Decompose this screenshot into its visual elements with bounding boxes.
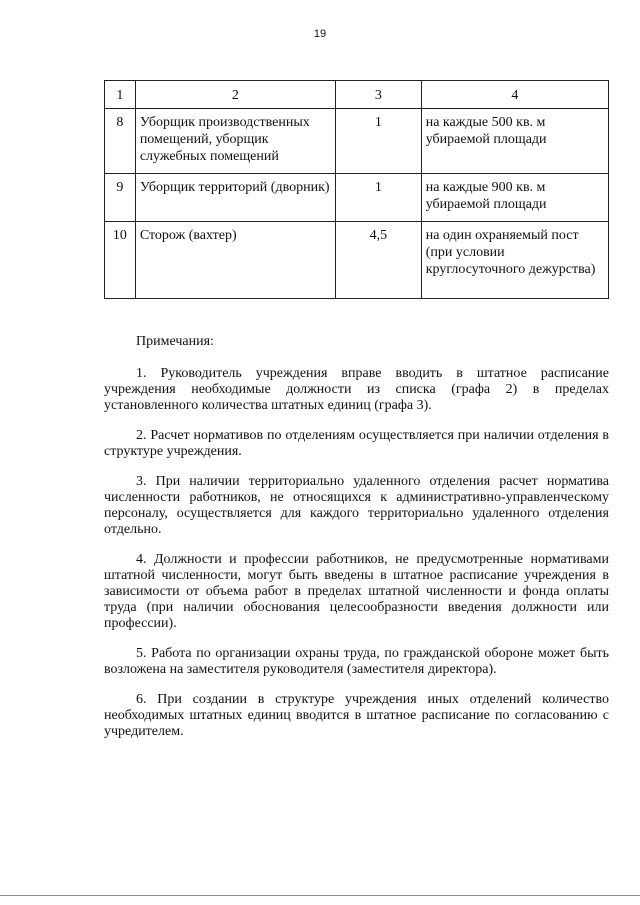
notes-title: Примечания:	[136, 334, 214, 349]
row-number: 9	[105, 174, 136, 222]
row-norm: на каждые 500 кв. м убираемой площади	[421, 109, 608, 174]
header-cell-1: 1	[105, 81, 136, 109]
row-position: Уборщик производственных помещений, уборщик служебных помещений	[135, 109, 335, 174]
row-count: 4,5	[336, 222, 422, 299]
row-count: 1	[336, 174, 422, 222]
row-number: 10	[105, 222, 136, 299]
notes-section	[104, 334, 609, 754]
header-cell-3: 3	[336, 81, 422, 109]
row-position: Сторож (вахтер)	[135, 222, 335, 299]
row-norm: на один охраняемый пост (при условии круглосуточного дежурства)	[421, 222, 608, 299]
table-row	[105, 174, 609, 222]
staffing-table	[104, 80, 609, 299]
header-cell-4: 4	[421, 81, 608, 109]
page-number: 19	[313, 28, 327, 40]
note-item: 2. Расчет нормативов по отделениям осуществляется при наличии отделения в структуре учреждения.	[104, 428, 609, 459]
header-cell-2: 2	[135, 81, 335, 109]
row-number: 8	[105, 109, 136, 174]
note-item: 5. Работа по организации охраны труда, по гражданской обороне может быть возложена на заместителя руководителя (заместителя директора).	[104, 646, 609, 677]
table-row	[105, 109, 609, 174]
row-position: Уборщик территорий (дворник)	[135, 174, 335, 222]
table-row	[105, 222, 609, 299]
row-norm: на каждые 900 кв. м убираемой площади	[421, 174, 608, 222]
note-item: 6. При создании в структуре учреждения иных отделений количество необходимых штатных единиц вводится в штатное расписание по согласованию с учредителем.	[104, 692, 609, 739]
scan-edge-line	[0, 895, 640, 896]
note-item: 1. Руководитель учреждения вправе вводить в штатное расписание учреждения необходимые должности из списка (графа 2) в пределах установленного количества штатных единиц (графа 3).	[104, 366, 609, 413]
note-item: 4. Должности и профессии работников, не предусмотренные нормативами штатной численности, могут быть введены в штатное расписание учреждения в зависимости от объема работ в пределах штатной численности и фонда оплаты труда (при наличии обоснования целесообразности введения должности или профессии).	[104, 552, 609, 631]
note-item: 3. При наличии территориально удаленного отделения расчет норматива численности работников, не относящихся к административно-управленческому персоналу, осуществляется для каждого территориально удаленного отделения отдельно.	[104, 474, 609, 537]
table-header-row	[105, 81, 609, 109]
row-count: 1	[336, 109, 422, 174]
